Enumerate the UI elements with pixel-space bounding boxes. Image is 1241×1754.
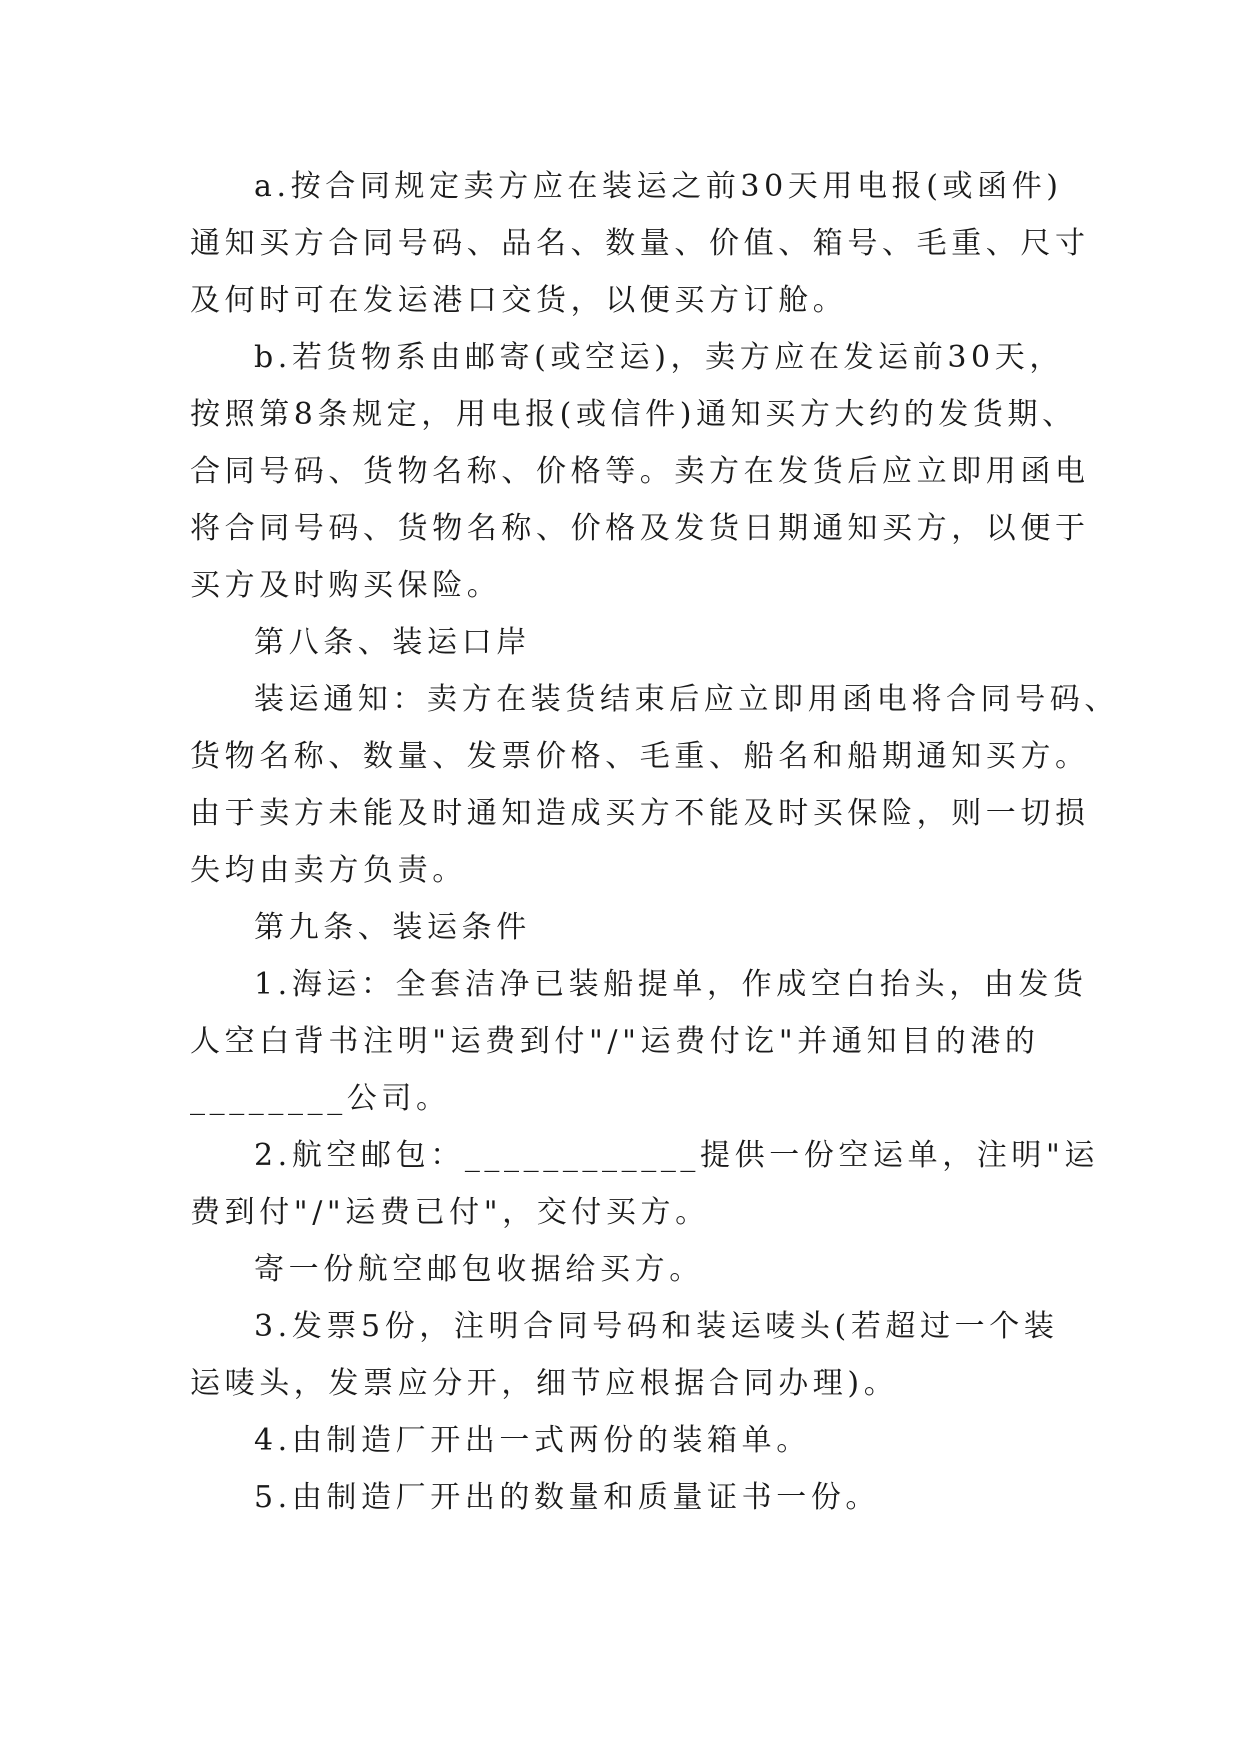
item-3-line-2: 运唛头，发票应分开，细节应根据合同办理)。 [190,1366,899,1401]
item-2-line-2: 费到付"/"运费已付"，交付买方。 [190,1195,710,1230]
paragraph-b-line-2: 按照第8条规定，用电报(或信件)通知买方大约的发货期、 [190,397,1077,432]
shipping-notice-line-4: 失均由卖方负责。 [190,853,467,888]
airmail-receipt-line: 寄一份航空邮包收据给买方。 [254,1252,704,1287]
article-9-heading: 第九条、装运条件 [254,910,531,945]
paragraph-a-line-1: a.按合同规定卖方应在装运之前30天用电报(或函件) [254,169,1063,204]
paragraph-a-line-2: 通知买方合同号码、品名、数量、价值、箱号、毛重、尺寸 [190,226,1090,261]
item-4-line: 4.由制造厂开出一式两份的装箱单。 [254,1423,811,1458]
item-1-line-2: 人空白背书注明"运费到付"/"运费付讫"并通知目的港的 [190,1024,1040,1059]
paragraph-a-line-3: 及何时可在发运港口交货，以便买方订舱。 [190,283,848,318]
article-8-heading: 第八条、装运口岸 [254,625,531,660]
item-1-line-3: ________公司。 [190,1081,451,1116]
item-5-line: 5.由制造厂开出的数量和质量证书一份。 [254,1480,881,1515]
paragraph-b-line-5: 买方及时购买保险。 [190,568,502,603]
paragraph-b-line-1: b.若货物系由邮寄(或空运)，卖方应在发运前30天， [254,340,1064,375]
item-1-line-1: 1.海运：全套洁净已装船提单，作成空白抬头，由发货 [254,967,1088,1002]
shipping-notice-line-3: 由于卖方未能及时通知造成买方不能及时买保险，则一切损 [190,796,1090,831]
shipping-notice-line-2: 货物名称、数量、发票价格、毛重、船名和船期通知买方。 [190,739,1090,774]
item-2-line-1: 2.航空邮包：____________提供一份空运单，注明"运 [254,1138,1100,1173]
shipping-notice-line-1: 装运通知：卖方在装货结束后应立即用函电将合同号码、 [254,682,1119,717]
paragraph-b-line-3: 合同号码、货物名称、价格等。卖方在发货后应立即用函电 [190,454,1090,489]
item-3-line-1: 3.发票5份，注明合同号码和装运唛头(若超过一个装 [254,1309,1059,1344]
paragraph-b-line-4: 将合同号码、货物名称、价格及发货日期通知买方，以便于 [190,511,1090,546]
